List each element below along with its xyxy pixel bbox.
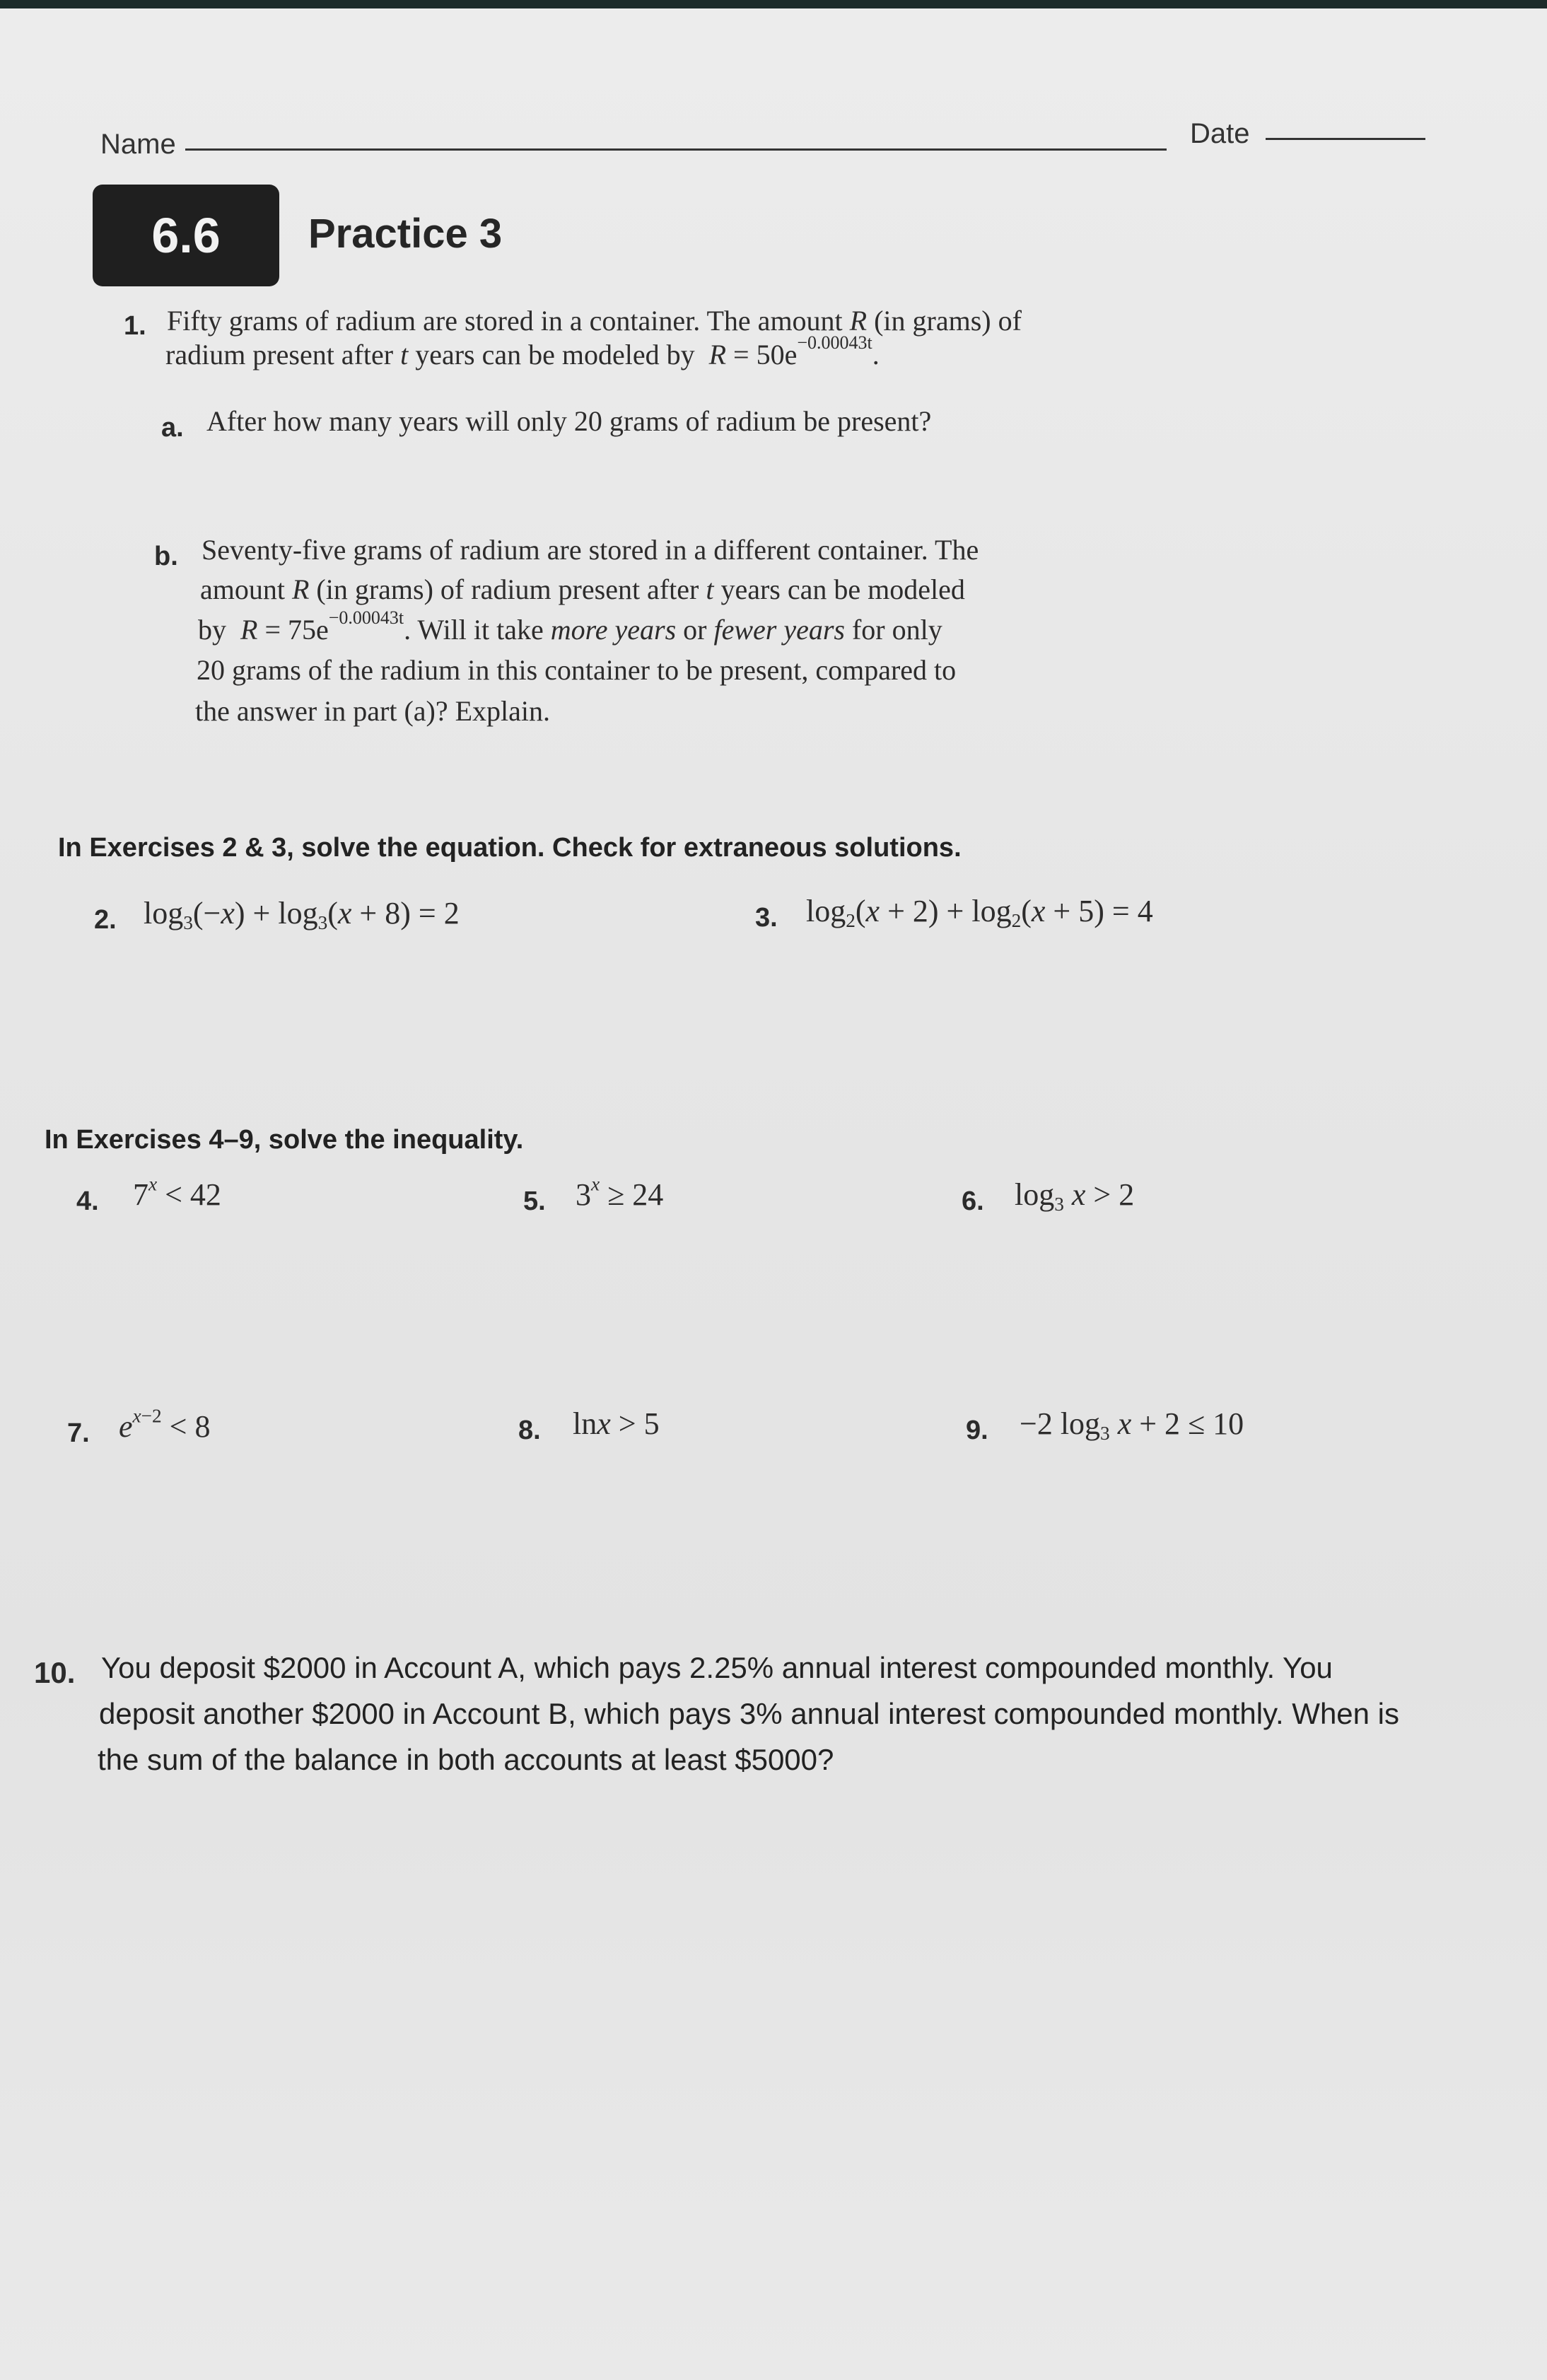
name-line	[185, 148, 1167, 151]
q1b-line5: the answer in part (a)? Explain.	[195, 695, 551, 727]
date-label: Date	[1190, 118, 1250, 149]
q8-inequality: lnx > 5	[573, 1406, 660, 1441]
name-label: Name	[100, 129, 176, 160]
q2-equation: $\log_3(-x) + \log_3(x + 8) = 2$	[144, 896, 460, 934]
q7-number: 7.	[67, 1418, 90, 1448]
q5-number: 5.	[523, 1186, 546, 1216]
q1b-label: b.	[154, 542, 178, 571]
section3-heading: In Exercises 4–9, solve the inequality.	[45, 1125, 524, 1155]
q5-inequality: $3^x \ge 24$	[576, 1173, 664, 1212]
q6-number: 6.	[962, 1186, 984, 1216]
page-title: Practice 3	[308, 211, 503, 257]
q4-inequality: $7^x < 42$	[133, 1173, 221, 1212]
q1b-line4: 20 grams of the radium in this container to be present, compared to	[197, 654, 957, 686]
q1b-line2: amount R (in grams) of radium present after t years can be modeled	[200, 573, 965, 605]
q1a-label: a.	[161, 413, 184, 443]
q1b-line1: Seventy-five grams of radium are stored in a different container. The	[202, 534, 979, 566]
q1-line2: radium present after t years can be modeled by $R = 50e^{-0.00043t}$.	[165, 332, 880, 371]
worksheet-page	[0, 8, 1547, 2380]
section2-heading: In Exercises 2 & 3, solve the equation. Check for extraneous solutions.	[58, 833, 962, 863]
q10-line1: You deposit $2000 in Account A, which pays 2.25% annual interest compounded monthly. You	[101, 1651, 1333, 1684]
q4-number: 4.	[76, 1186, 99, 1216]
q9-number: 9.	[966, 1416, 988, 1445]
q2-number: 2.	[94, 905, 117, 935]
q9-inequality: −2 $\log_3 x + 2 \le 10$	[1020, 1406, 1244, 1445]
q8-number: 8.	[518, 1416, 541, 1445]
q1b-line3: by $R = 75e^{-0.00043t}$. Will it take more years or fewer years for only	[198, 607, 942, 646]
q10-line2: deposit another $2000 in Account B, which pays 3% annual interest compounded monthly. When is	[99, 1697, 1400, 1730]
date-line	[1266, 138, 1425, 140]
q6-inequality: $\log_3 x > 2$	[1015, 1177, 1135, 1215]
q1-line1: Fifty grams of radium are stored in a container. The amount R (in grams) of	[167, 305, 1022, 337]
q3-number: 3.	[755, 903, 778, 933]
q7-inequality: $e^{x-2} < 8$	[119, 1405, 211, 1444]
section-badge: 6.6	[93, 185, 279, 286]
q1a-text: After how many years will only 20 grams of radium be present?	[206, 405, 932, 437]
q1-number: 1.	[124, 311, 146, 341]
q10-line3: the sum of the balance in both accounts at least $5000?	[98, 1743, 834, 1776]
q10-number: 10.	[34, 1656, 76, 1689]
q3-equation: $\log_2(x + 2) + \log_2(x + 5) = 4$	[806, 894, 1153, 932]
